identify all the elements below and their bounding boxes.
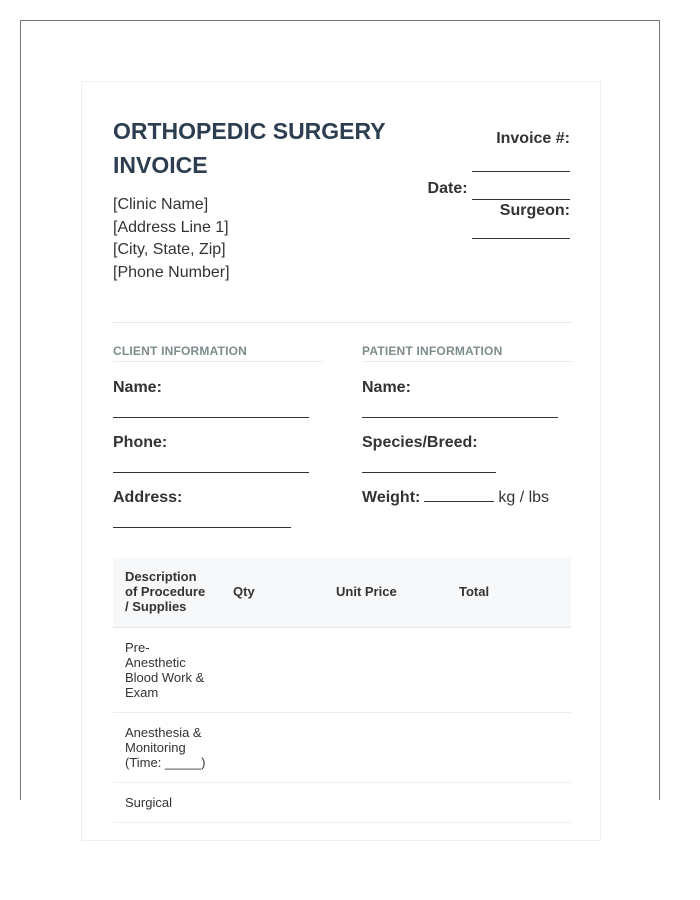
invoice-number-field[interactable] bbox=[472, 157, 570, 172]
patient-species-label: Species/Breed: bbox=[362, 434, 478, 451]
row-unit-price[interactable] bbox=[324, 783, 447, 823]
procedure-table bbox=[113, 558, 571, 823]
table-row bbox=[113, 628, 571, 713]
patient-information bbox=[362, 344, 572, 507]
row-total[interactable] bbox=[447, 713, 571, 783]
row-qty[interactable] bbox=[221, 713, 324, 783]
patient-name-label: Name: bbox=[362, 379, 411, 396]
patient-weight-label: Weight: bbox=[362, 489, 421, 506]
header-qty: Qty bbox=[221, 558, 324, 628]
client-name-label: Name: bbox=[113, 379, 162, 396]
table-row bbox=[113, 713, 571, 783]
client-phone-field bbox=[113, 434, 323, 473]
client-address-field bbox=[113, 489, 323, 528]
clinic-name: [Clinic Name] bbox=[113, 196, 209, 213]
header-total: Total bbox=[447, 558, 571, 628]
row-description: Surgical bbox=[113, 783, 221, 823]
client-address-label: Address: bbox=[113, 489, 183, 506]
row-qty[interactable] bbox=[221, 628, 324, 713]
invoice-meta bbox=[428, 128, 570, 239]
row-unit-price[interactable] bbox=[324, 713, 447, 783]
row-description: Anesthesia & Monitoring (Time: _____) bbox=[113, 713, 221, 783]
clinic-info bbox=[113, 194, 230, 284]
clinic-address: [Address Line 1] bbox=[113, 218, 229, 236]
row-description: Pre-Anesthetic Blood Work & Exam bbox=[113, 628, 221, 713]
row-qty[interactable] bbox=[221, 783, 324, 823]
row-total[interactable] bbox=[447, 783, 571, 823]
patient-species-input[interactable] bbox=[362, 458, 496, 473]
invoice-number-label: Invoice #: bbox=[496, 130, 570, 147]
row-unit-price[interactable] bbox=[324, 628, 447, 713]
patient-section-heading: PATIENT INFORMATION bbox=[362, 344, 572, 362]
client-phone-label: Phone: bbox=[113, 434, 168, 451]
surgeon-field[interactable] bbox=[472, 224, 570, 239]
client-name-field bbox=[113, 379, 323, 418]
clinic-city-state-zip: [City, State, Zip] bbox=[113, 241, 226, 258]
client-phone-input[interactable] bbox=[113, 458, 309, 473]
table-row bbox=[113, 783, 571, 823]
date-label: Date: bbox=[427, 180, 468, 197]
patient-name-field bbox=[362, 379, 572, 418]
weight-units: kg / lbs bbox=[498, 489, 550, 506]
header-divider bbox=[113, 322, 571, 323]
row-total[interactable] bbox=[447, 628, 571, 713]
client-address-input[interactable] bbox=[113, 513, 291, 528]
client-name-input[interactable] bbox=[113, 403, 309, 418]
patient-weight-field bbox=[362, 489, 572, 507]
invoice-title: ORTHOPEDIC SURGERY INVOICE bbox=[113, 118, 386, 178]
invoice-document bbox=[81, 81, 601, 841]
header-description: Description of Procedure / Supplies bbox=[113, 558, 221, 628]
date-field[interactable] bbox=[472, 185, 570, 200]
table-header-row bbox=[113, 558, 571, 628]
patient-weight-input[interactable] bbox=[424, 489, 494, 502]
page-frame bbox=[20, 20, 660, 810]
client-section-heading: CLIENT INFORMATION bbox=[113, 344, 323, 362]
header-unit-price: Unit Price bbox=[324, 558, 447, 628]
surgeon-label: Surgeon: bbox=[499, 202, 570, 219]
patient-name-input[interactable] bbox=[362, 403, 558, 418]
client-information bbox=[113, 344, 323, 528]
patient-species-field bbox=[362, 434, 572, 473]
clinic-phone: [Phone Number] bbox=[113, 263, 230, 281]
